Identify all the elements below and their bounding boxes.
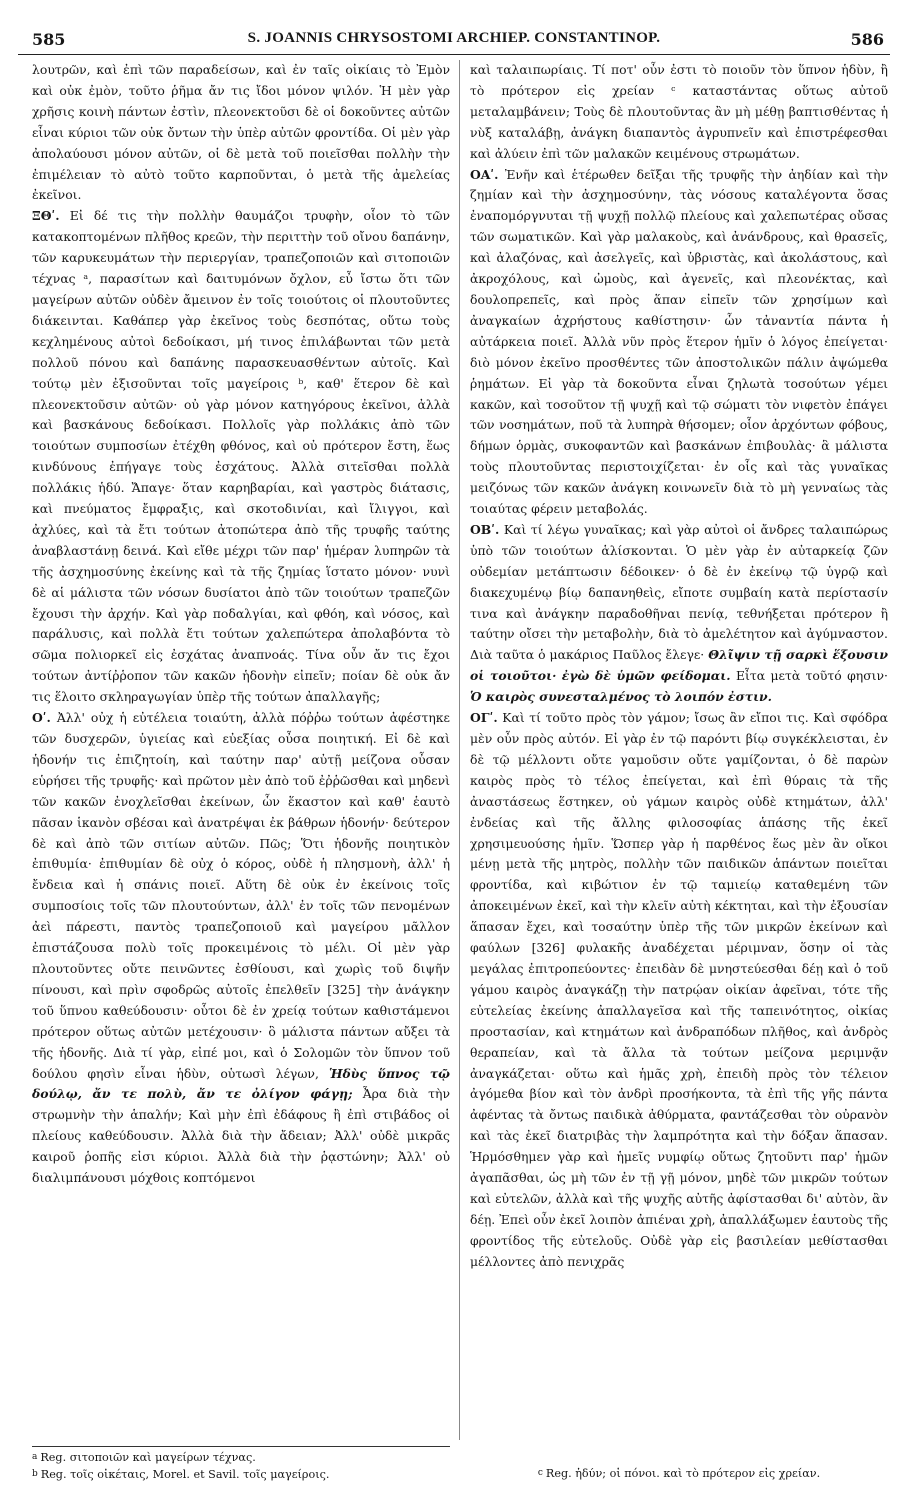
section-text-mid: Εἶτα μετὰ τοῦτό φησιν· (735, 668, 888, 684)
footnotes-left (32, 1446, 450, 1483)
section-text: Ἐνῆν καὶ ἑτέρωθεν δεῖξαι τῆς τρυφῆς τὴν ἀηδίαν καὶ τὴν ζημίαν καὶ τὴν ἀσχημοσύνην, τὰς νόσους καταλέγοντα ὅσας ἐναπομόργνυται τῇ ψυχῇ πολλῷ πλείους καὶ χαλεπωτέρας οὔσας τῶν σωματικῶν. Καὶ γὰρ μαλακοὺς, καὶ ἀνάνδρους, καὶ θρασεῖς, καὶ ἀλαζόνας, καὶ ἀσελγεῖς, καὶ ὑβριστὰς, καὶ ἀκολάστους, καὶ ἀκροχόλους, καὶ ὠμοὺς, καὶ ἀγενεῖς, καὶ πλεονέκτας, καὶ δουλοπρεπεῖς, καὶ πρὸς ἅπαν εἰπεῖν τῶν χρησίμων καὶ ἀναγκαίων ἀχρήστους καθίστησιν· ὧν τἀναντία πάντα ἡ αὐτάρκεια ποιεῖ. Ἀλλὰ νῦν πρὸς ἕτερον ἡμῖν ὁ λόγος ἐπείγεται· διὸ μόνον ἐκεῖνο προσθέντες τῶν ἀποστολικῶν πάλιν ἀψώμεθα ῥημάτων. Εἰ γὰρ τὰ δοκοῦντα εἶναι ζηλωτὰ τοσούτων γέμει κακῶν, καὶ τοσοῦτον τῇ ψυχῇ καὶ τῷ σώματι τὸν νιφετὸν ἐπάγει τῶν νοσημάτων, ποῦ τὰ λυπηρὰ θήσομεν; οἷον ἀρχόντων φόβους, δήμων ὁρμὰς, συκοφαντῶν καὶ βασκάνων ἐπιβουλὰς· ἃ μάλιστα τοὺς πλουτοῦντας περιστοιχίζεται· ἐν οἷς καὶ τὰς γυναῖκας μειζόνως τῶν κακῶν ἀνάγκη κοινωνεῖν διὰ τὸ μὴ γενναίως τὰς τοιαύτας φέρειν μεταβολάς. (470, 166, 888, 517)
right-column (470, 60, 888, 1273)
paragraph-continuation: λουτρῶν, καὶ ἐπὶ τῶν παραδείσων, καὶ ἐν ταῖς οἰκίαις τὸ Ἐμὸν καὶ οὐκ ἐμὸν, τοῦτο ῥῆμα ἄν τις ἴδοι μόνον ψιλόν. Ἡ μὲν γὰρ χρῆσις κοινὴ πάντων ἐστὶν, πλεονεκτοῦσι δὲ οἱ δοκοῦντες αὐτῶν εἶναι κύριοι τῶν οὐκ ὄντων τὴν ὑπὲρ αὐτῶν φροντίδα. Οἱ μὲν γὰρ ἀπολαύουσι μόνον αὐτῶν, οἱ δὲ μετὰ τοῦ ποιεῖσθαι πολλὴν τὴν ἐπιμέλειαν τὸ αὐτὸ τοῦτο καρποῦνται, ὁ μετὰ τῆς ἀμελείας ἐκεῖνοι. (32, 62, 450, 203)
footnote-text: Reg. σιτοποιῶν καὶ μαγείρων τέχνας. (40, 1451, 256, 1464)
section-number: ΟΓʹ. (470, 710, 498, 726)
section-number: ΟΒʹ. (470, 521, 500, 537)
scripture-quote: Θλῖψιν τῇ σαρκὶ ἕξουσιν οἱ τοιοῦτοι· (470, 647, 888, 684)
page-number-left: 585 (32, 30, 66, 49)
footnote-b (32, 1466, 450, 1483)
section-70 (32, 708, 450, 1189)
scripture-quote: Ἡδὺς ὕπνος τῷ δούλῳ, ἄν τε πολὺ, ἄν τε ὀλίγον φάγῃ; (32, 1065, 450, 1102)
scripture-quote: Ὁ καιρὸς συνεσταλμένος τὸ λοιπόν ἐστιν. (470, 689, 772, 705)
section-71 (470, 165, 888, 520)
section-text: Εἰ δέ τις τὴν πολλὴν θαυμάζοι τρυφὴν, οἷον τὸ τῶν κατακοπτομένων πλῆθος κρεῶν, τὴν περιττὴν τοῦ οἴνου δαπάνην, τῶν καρυκευμάτων τὴν περιεργίαν, τραπεζοποιῶν καὶ σιτοποιῶν τέχνας ᵃ, παρασίτων καὶ δαιτυμόνων ὄχλον, εὖ ἴστω ὅτι τῶν μαγείρων αὐτῶν οὐδὲν ἄμεινον ἐν τοῖς τοιούτοις οἱ πλουτοῦντες διάκεινται. Καθάπερ γὰρ ἐκεῖνος τοὺς δεσπότας, οὕτω τοὺς κεχλημένους αὐτοὶ δεδοίκασι, μή τινος ἐπιλάβωνται τῶν μετὰ πολλοῦ πόνου καὶ δαπάνης παρασκευασθέντων αὐτοῖς. Καὶ τούτῳ μὲν ἐξισοῦνται τοῖς μαγείροις ᵇ, καθ' ἕτερον δὲ καὶ πλεονεκτοῦσιν αὐτῶν· οὐ γὰρ μόνον κατηγόρους ἐκεῖνοι, ἀλλὰ καὶ βασκάνους δεδοίκασι. Πολλοῖς γὰρ πολλάκις ἀπὸ τῶν τοιούτων συμποσίων ἐτέχθη φθόνος, καὶ οὐ πρότερον ἔστη, ἕως κινδύνους ἐπήγαγε τοὺς ἐσχάτους. Ἀλλὰ σιτεῖσθαι πολλὰ πολλάκις ἡδύ. Ἄπαγε· ὅταν καρηβαρίαι, καὶ γαστρὸς διάτασις, καὶ πνεύματος ἔμφραξις, καὶ σκοτοδινίαι, καὶ ἴλιγγοι, καὶ ἀχλύες, καὶ τὰ ἔτι τούτων ἀτοπώτερα ἀπὸ τῆς τρυφῆς ταύτης ἀναβλαστάνῃ δεινά. Καὶ εἴθε μέχρι τῶν παρ' ἡμέραν λυπηρῶν τὰ τῆς ἀσχημοσύνης ἐκείνης καὶ τὰ τῆς ζημίας ἵστατο μόνον· νυνὶ δὲ αἱ μάλιστα τῶν νόσων δυσίατοι ἀπὸ τῶν τοιούτων τραπεζῶν ἔχουσι τὴν ἀρχήν. Καὶ γὰρ ποδαλγίαι, καὶ φθόη, καὶ νόσος, καὶ παράλυσις, καὶ πολλὰ ἔτι τούτων χαλεπώτερα ἀπολαβόντα τὸ σῶμα πολιορκεῖ εἰς ἐσχάτας ἀναπνοάς. Τίνα οὖν ἄν τις ἔχοι τούτων ἀντίῤῥοπον τῶν κακῶν ἡδονὴν εἰπεῖν; ποίαν δὲ οὐκ ἄν τις ἕλοιτο σκληραγωγίαν ὑπὲρ τῆς τούτων ἀπαλλαγῆς; (32, 208, 450, 705)
footnote-text: Reg. τοῖς οἰκέταις, Morel. et Savil. τοῖς μαγείροις. (40, 1468, 330, 1481)
page-number-right: 586 (850, 30, 884, 49)
running-header (18, 28, 890, 55)
footnote-marker: a (32, 1452, 38, 1462)
section-69 (32, 206, 450, 708)
running-title: S. JOANNIS CHRYSOSTOMI ARCHIEP. CONSTANTINOP. (247, 30, 661, 46)
section-number: Οʹ. (32, 710, 51, 726)
footnote-c (470, 1465, 888, 1482)
scripture-quote: ἐγὼ δὲ ὑμῶν φείδομαι. (561, 668, 731, 684)
section-text: Καὶ τί τοῦτο πρὸς τὸν γάμον; ἴσως ἂν εἴποι τις. Καὶ σφόδρα μὲν οὖν πρὸς αὐτόν. Εἰ γὰρ ἐν τῷ παρόντι βίῳ συγκέκλεισται, ἐν δὲ τῷ μέλλοντι οὔτε γαμοῦσιν οὔτε γαμίζονται, ὁ δὲ παρὼν καιρὸς πρὸς τὸ τέλος ἐπείγεται, καὶ ἐπὶ θύραις τὰ τῆς ἀναστάσεως ἕστηκεν, οὐ γάμων καιρὸς οὐδὲ κτημάτων, ἀλλ' ἐνδείας καὶ τῆς ἄλλης φιλοσοφίας ἁπάσης τῆς ἐκεῖ χρησιμευούσης ἡμῖν. Ὥσπερ γὰρ ἡ παρθένος ἕως μὲν ἂν οἴκοι μένῃ μετὰ τῆς μητρὸς, πολλὴν τῶν παιδικῶν ἁπάντων ποιεῖται φροντίδα, καὶ κιβώτιον ἐν τῷ ταμιείῳ καταθεμένη τῶν ἀποκειμένων ἐκεῖ, καὶ τὴν κλεῖν αὐτὴ κέκτηται, καὶ τὴν ἐξουσίαν ἅπασαν ἔχει, καὶ τοσαύτην ὑπὲρ τῆς τῶν μικρῶν ἐκείνων καὶ φαύλων [326] φυλακῆς ἀναδέχεται μέριμναν, ὅσην οἱ τὰς μεγάλας ἐπιτροπεύοντες· ἐπειδὰν δὲ μνηστεύεσθαι δέῃ καὶ ὁ τοῦ γάμου καιρὸς ἀναγκάζῃ τὴν πατρῴαν οἰκίαν ἀφεῖναι, τότε τῆς εὐτελείας ἐκείνης ἀπαλλαγεῖσα καὶ τῆς ταπεινότητος, οἰκίας προστασίαν, καὶ κτημάτων καὶ ἀνδραπόδων πλῆθος, καὶ ἀνδρὸς θεραπείαν, καὶ τὰ ἄλλα τὰ τούτων μείζονα μεριμνᾷν ἀναγκάζεται· οὕτω καὶ ἡμᾶς χρὴ, ἐπειδὴ πρὸς τὸν τέλειον ἀγόμεθα βίον καὶ τὸν ἀνδρὶ προσήκοντα, τὰ ἐπὶ τῆς γῆς πάντα ἀφέντας τὰ ὄντως παιδικὰ ἀθύρματα, φαντάζεσθαι τὸν οὐρανὸν καὶ τὰς ἐκεῖ διατριβὰς τὴν λαμπρότητα καὶ τὴν δόξαν ἅπασαν. Ἡρμόσθημεν γὰρ καὶ ἡμεῖς νυμφίῳ οὕτως ζητοῦντι παρ' ἡμῶν ἀγαπᾶσθαι, ὡς μὴ τῶν ἐν τῇ γῇ μόνον, μηδὲ τῶν μικρῶν τούτων καὶ εὐτελῶν, ἀλλὰ καὶ τῆς ψυχῆς αὐτῆς ἀφίστασθαι δι' αὐτὸν, ἂν δέῃ. Ἐπεὶ οὖν ἐκεῖ λοιπὸν ἀπιέναι χρὴ, ἀπαλλάξωμεν ἑαυτοὺς τῆς φροντίδος τῆς εὐτελοῦς. Οὐδὲ γὰρ εἰς βασιλείαν μεθίστασθαι μέλλοντες ἀπὸ πενιχρᾶς (470, 710, 888, 1269)
section-73 (470, 708, 888, 1272)
footnote-a (32, 1449, 450, 1466)
footnotes-right (470, 1446, 888, 1482)
section-text: Καὶ τί λέγω γυναῖκας; καὶ γὰρ αὐτοὶ οἱ ἄνδρες ταλαιπώρως ὑπὸ τῶν τοιούτων ἁλίσκονται. Ὁ μὲν γὰρ ἐν αὐταρκείᾳ ζῶν οὐδεμίαν μετάπτωσιν δέδοικεν· ὁ δὲ ἐν ἐκείνῳ τῷ ὑγρῷ καὶ διακεχυμένῳ βίῳ δαπανηθεὶς, εἴποτε συμβαίη κατὰ περίστασίν τινα καὶ ἀνάγκην παραδοθῆναι πενίᾳ, τεθνήξεται πρότερον ἢ ταύτην οἴσει τὴν μεταβολὴν, διὰ τὸ ἀμελέτητον καὶ ἀγύμναστον. Διὰ ταῦτα ὁ μακάριος Παῦλος ἔλεγε· (470, 521, 888, 663)
section-text: Ἀλλ' οὐχ ἡ εὐτέλεια τοιαύτη, ἀλλὰ πόῤῥω τούτων ἀφέστηκε τῶν δυσχερῶν, ὑγιείας καὶ εὐεξίας οὖσα ποιητική. Εἰ δὲ καὶ ἡδονήν τις ἐπιζητοίη, καὶ ταύτην παρ' αὐτῇ μείζονα οὖσαν εὑρήσει τῆς τρυφῆς· καὶ πρῶτον μὲν ἀπὸ τοῦ ἐῤῥῶσθαι καὶ μηδενὶ τῶν κακῶν ἐνοχλεῖσθαι ἐκείνων, ὧν ἕκαστον καὶ καθ' ἑαυτὸ πᾶσαν ἱκανὸν σβέσαι καὶ ἀνατρέψαι ἐκ βάθρων ἡδονήν· δεύτερον δὲ καὶ ἀπὸ τῶν σιτίων αὐτῶν. Πῶς; Ὅτι ἡδονῆς ποιητικὸν ἐπιθυμία· ἐπιθυμίαν δὲ οὐχ ὁ κόρος, οὐδὲ ἡ πλησμονὴ, ἀλλ' ἡ ἔνδεια καὶ ἡ σπάνις ποιεῖ. Αὕτη δὲ οὐκ ἐν ἐκείνοις τοῖς συμποσίοις τοῖς τῶν πλουτούντων, ἀλλ' ἐν τοῖς τῶν πενομένων ἀεὶ πάρεστι, παντὸς τραπεζοποιοῦ καὶ μαγείρου μᾶλλον ἐπιστάζουσα πολὺ τοῖς προκειμένοις τὸ μέλι. Οἱ μὲν γὰρ πλουτοῦντες οὔτε πεινῶντες ἐσθίουσι, καὶ χωρὶς τοῦ διψῆν πίνουσι, καὶ πρὶν σφοδρῶς αὐτοῖς ἐπελθεῖν [325] τὴν ἀνάγκην τοῦ ὕπνου καθεύδουσιν· οὗτοι δὲ ἐν χρείᾳ τούτων καθιστάμενοι πρότερον οὕτως αὐτῶν μετέχουσιν· ὃ μάλιστα πάντων αὔξει τὰ τῆς ἡδονῆς. Διὰ τί γὰρ, εἰπέ μοι, καὶ ὁ Σολομῶν τὸν ὕπνον τοῦ δούλου φησὶν εἶναι ἡδὺν, οὑτωσὶ λέγων, (32, 710, 450, 1081)
footnote-text: Reg. ἡδύν; οἱ πόνοι. καὶ τὸ πρότερον εἰς χρείαν. (545, 1467, 821, 1480)
paragraph-continuation: καὶ ταλαιπωρίαις. Τί ποτ' οὖν ἐστι τὸ ποιοῦν τὸν ὕπνον ἡδὺν, ἢ τὸ πρότερον εἰς χρείαν ᶜ καταστάντας οὕτως αὐτοῦ μεταλαμβάνειν; Τοὺς δὲ πλουτοῦντας ἂν μὴ μέθῃ βαπτισθέντας ἡ νὺξ καταλάβῃ, ἀνάγκη διαπαντὸς ἀγρυπνεῖν καὶ ἐπιστρέφεσθαι καὶ ἀλύειν ἐπὶ τῶν μαλακῶν κειμένους στρωμάτων. (470, 62, 888, 161)
column-divider (459, 60, 460, 1440)
section-number: ΞΘʹ. (32, 208, 60, 224)
section-72 (470, 520, 888, 708)
footnote-marker: b (32, 1469, 38, 1479)
left-column (32, 60, 450, 1189)
section-text-tail: Ἆρα διὰ τὴν στρωμνὴν τὴν ἁπαλήν; Καὶ μὴν ἐπὶ ἐδάφους ἢ ἐπὶ στιβάδος οἱ πλείους καθεύδουσιν. Ἀλλὰ διὰ τὴν ἄδειαν; Ἀλλ' οὐδὲ μικρᾶς καιροῦ ῥοπῆς εἰσι κύριοι. Ἀλλὰ διὰ τὴν ῥᾳστώνην; Ἀλλ' οὐ διαλιμπάνουσι μόχθοις κοπτόμενοι (32, 1086, 450, 1186)
section-number: ΟΑʹ. (470, 166, 499, 182)
footnote-marker: c (537, 1468, 543, 1478)
